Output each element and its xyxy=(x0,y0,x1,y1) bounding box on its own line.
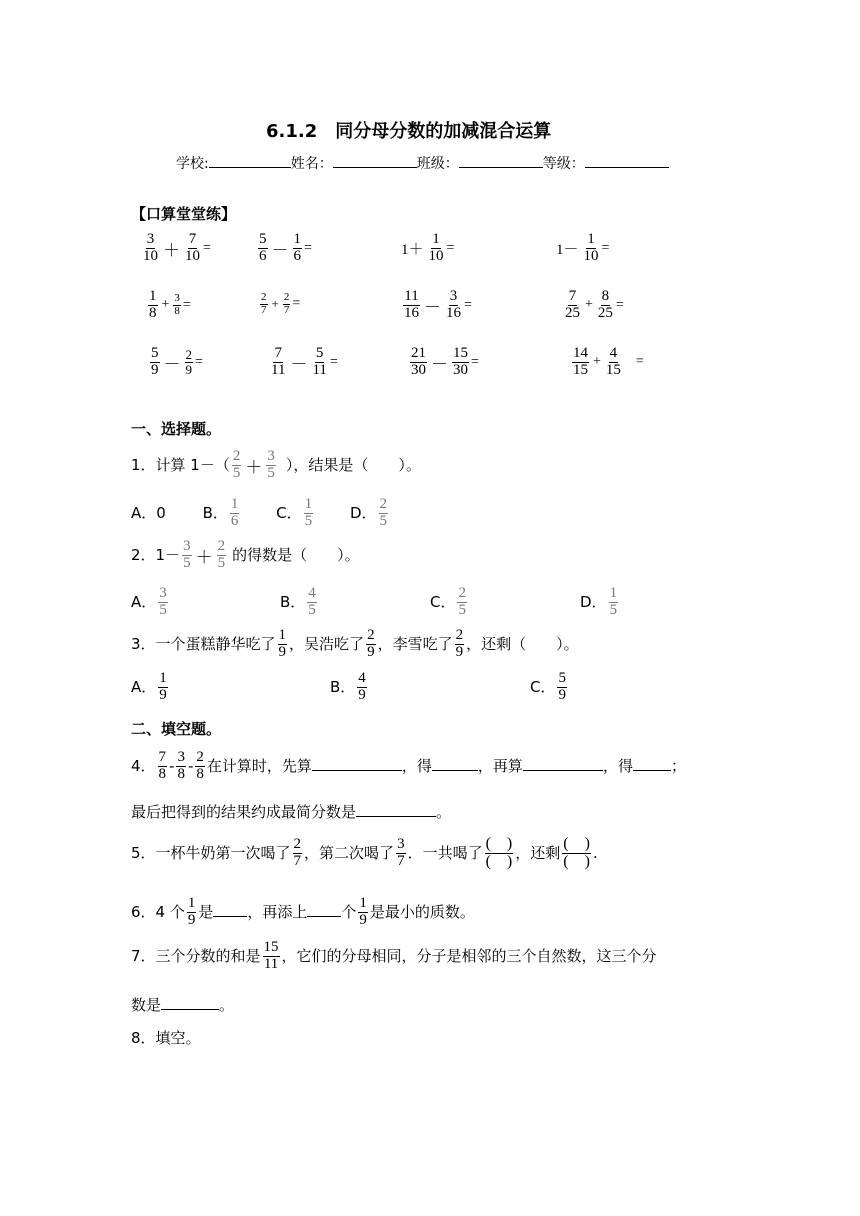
option-a[interactable]: A．0 xyxy=(131,503,166,522)
question-2-option-a[interactable]: A． $\frac{3}{5}$ xyxy=(131,585,167,618)
oral-item: $\frac{2}{7}$ + $\frac{2}{7}$ = xyxy=(261,291,301,316)
oral-item: $\frac{5}{9}$ － $\frac{2}{9}$ = xyxy=(151,345,203,378)
oral-item: 1＋ $\frac{1}{10}$ = xyxy=(401,231,455,264)
page-title: 6.1.2 同分母分数的加减混合运算 xyxy=(266,121,552,142)
question-7-line-2: 数是 。 xyxy=(131,996,235,1014)
answer-fraction[interactable]: $\frac{( )}{( )}$ xyxy=(485,835,513,870)
grade-label: 等级： xyxy=(542,156,585,172)
question-3-option-c[interactable]: C． $\frac{5}{9}$ xyxy=(530,670,566,703)
question-3-option-a[interactable]: A． $\frac{1}{9}$ xyxy=(131,670,167,703)
question-4-line-2: 最后把得到的结果约成最简分数是 。 xyxy=(131,803,452,821)
oral-item: $\frac{14}{15}$ + $\frac{4}{15}$ = xyxy=(573,345,644,378)
answer-fraction[interactable]: $\frac{( )}{( )}$ xyxy=(563,835,590,870)
question-4: 4． $\frac{7}{8}$ - $\frac{3}{8}$ - $\frac{2}{8}$ 在计算时，先算 ，得 ，再算 ，得 ； xyxy=(131,749,686,782)
oral-item: $\frac{5}{6}$ － $\frac{1}{6}$ = xyxy=(259,231,312,264)
option-b[interactable]: B． $\frac{1}{6}$ xyxy=(202,496,239,529)
question-8: 8．填空。 xyxy=(131,1029,201,1047)
oral-item: $\frac{11}{16}$ － $\frac{3}{16}$ = xyxy=(404,288,472,321)
class-field[interactable] xyxy=(459,153,543,168)
class-label: 班级： xyxy=(416,156,459,172)
answer-blank[interactable] xyxy=(312,756,402,771)
student-info-line xyxy=(176,153,669,173)
question-5: 5．一杯牛奶第一次喝了 $\frac{2}{7}$ ，第二次喝了 $\frac{3}{7}$ ．一共喝了 $\frac{( )}{( )}$ ，还剩 $\frac{( )}{( )}$ . xyxy=(131,835,598,870)
answer-blank[interactable] xyxy=(633,756,671,771)
oral-heading: 【口算堂堂练】 xyxy=(131,205,237,223)
question-3-option-b[interactable]: B． $\frac{4}{9}$ xyxy=(330,670,366,703)
answer-blank[interactable] xyxy=(432,756,478,771)
question-2-option-c[interactable]: C． $\frac{2}{5}$ xyxy=(430,585,466,618)
oral-item: $\frac{3}{10}$ ＋ $\frac{7}{10}$ = xyxy=(143,231,211,264)
question-1-options xyxy=(131,497,390,530)
question-3: 3．一个蛋糕静华吃了 $\frac{1}{9}$ ，吴浩吃了 $\frac{2}{9}$ ，李雪吃了 $\frac{2}{9}$ ，还剩（ ）。 xyxy=(131,627,579,660)
answer-blank[interactable] xyxy=(523,756,603,771)
oral-item: $\frac{21}{30}$ － $\frac{15}{30}$ = xyxy=(411,345,479,378)
option-c[interactable]: C． $\frac{1}{5}$ xyxy=(276,496,313,529)
school-field[interactable] xyxy=(209,153,291,168)
option-d[interactable]: D． $\frac{2}{5}$ xyxy=(349,496,387,529)
oral-item: $\frac{1}{8}$ + $\frac{3}{8}$ = xyxy=(149,288,191,321)
question-1: 1．计算 1－（ $\frac{2}{5}$ ＋ $\frac{3}{5}$ ），结果是（ ）。 xyxy=(131,448,421,481)
question-7: 7．三个分数的和是 $\frac{15}{11}$ ，它们的分母相同，分子是相邻的三个自然数，这三个分 xyxy=(131,939,657,972)
answer-blank[interactable] xyxy=(161,995,219,1010)
question-2-option-d[interactable]: D． $\frac{1}{5}$ xyxy=(580,585,618,618)
answer-blank[interactable] xyxy=(356,802,436,817)
name-field[interactable] xyxy=(333,153,417,168)
section-fill-heading: 二、填空题。 xyxy=(131,720,222,738)
oral-item: 1－ $\frac{1}{10}$ = xyxy=(556,231,610,264)
name-label: 姓名： xyxy=(290,156,333,172)
question-6: 6．4 个 $\frac{1}{9}$ 是 ，再添上 个 $\frac{1}{9}$ 是最小的质数。 xyxy=(131,895,475,928)
oral-item: $\frac{7}{25}$ + $\frac{8}{25}$ = xyxy=(565,288,624,321)
question-2-option-b[interactable]: B． $\frac{4}{5}$ xyxy=(280,585,316,618)
grade-field[interactable] xyxy=(585,153,669,168)
school-label: 学校: xyxy=(176,156,209,172)
question-2: 2．1－ $\frac{3}{5}$ ＋ $\frac{2}{5}$ 的得数是（ ）。 xyxy=(131,538,360,571)
answer-blank[interactable] xyxy=(307,902,341,917)
answer-blank[interactable] xyxy=(213,902,247,917)
section-choice-heading: 一、选择题。 xyxy=(131,420,222,438)
oral-item: $\frac{7}{11}$ － $\frac{5}{11}$ = xyxy=(271,345,338,378)
